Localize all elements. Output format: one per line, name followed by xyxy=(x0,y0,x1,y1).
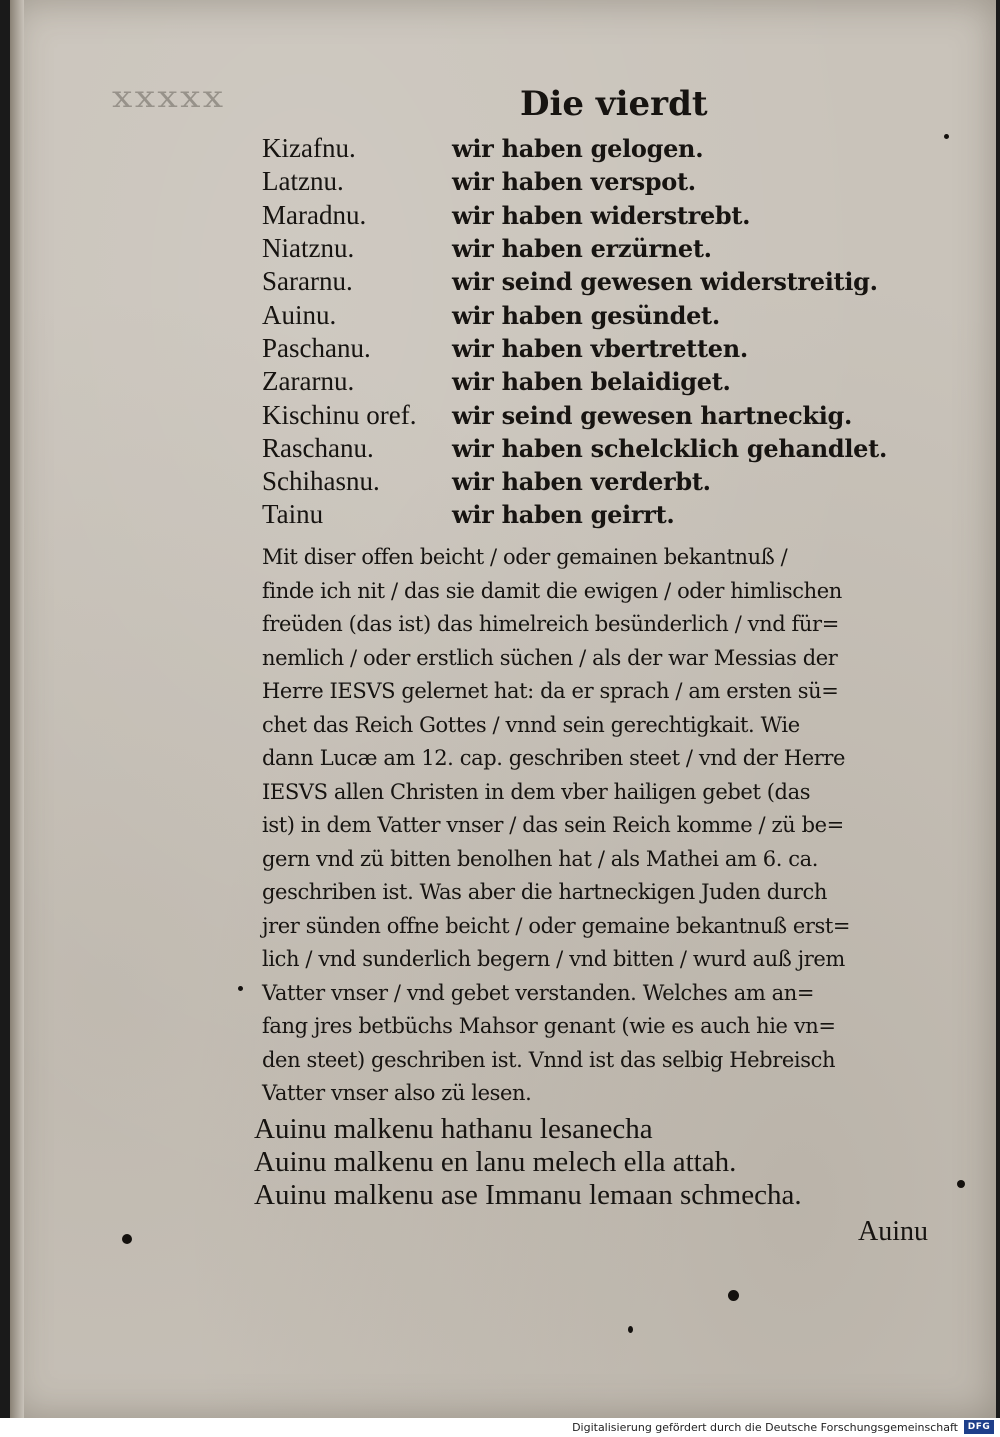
prayer-text xyxy=(254,1113,934,1212)
catchword: Auinu xyxy=(858,1216,928,1247)
vocabulary-term: Auinu. xyxy=(262,299,337,330)
paragraph-line: ist) in dem Vatter vnser / das sein Reich komme / zü be= xyxy=(262,813,844,837)
vocabulary-row xyxy=(262,498,902,531)
vocabulary-row xyxy=(262,165,902,198)
paragraph-line: fang jres betbüchs Mahsor genant (wie es auch hie vn= xyxy=(262,1014,836,1038)
vocabulary-gloss: wir seind gewesen hartneckig. xyxy=(452,400,853,430)
vocabulary-list xyxy=(262,132,902,532)
prayer-line: Auinu malkenu hathanu lesanecha xyxy=(254,1113,653,1145)
vocabulary-term: Niatznu. xyxy=(262,233,355,264)
vocabulary-row xyxy=(262,232,902,265)
vocabulary-row xyxy=(262,365,902,398)
prayer-line: Auinu malkenu en lanu melech ella attah. xyxy=(254,1146,737,1178)
vocabulary-term: Latznu. xyxy=(262,166,344,197)
vocabulary-row xyxy=(262,199,902,232)
vocabulary-gloss: wir haben belaidiget. xyxy=(452,367,731,397)
vocabulary-term: Maradnu. xyxy=(262,199,367,230)
paragraph-line: den steet) geschriben ist. Vnnd ist das selbig Hebreisch xyxy=(262,1047,836,1072)
footer-credit: Digitalisierung gefördert durch die Deutsche Forschungsgemeinschaft xyxy=(572,1421,958,1434)
vocabulary-term: Zararnu. xyxy=(262,366,355,397)
vocabulary-gloss: wir haben gelogen. xyxy=(452,134,704,164)
paragraph-line: chet das Reich Gottes / vnnd sein gerechtigkait. Wie xyxy=(262,712,800,737)
vocabulary-row xyxy=(262,332,902,365)
paragraph-line: Mit diser offen beicht / oder gemainen bekantnuß / xyxy=(262,545,788,569)
vocabulary-gloss: wir haben verspot. xyxy=(452,167,696,197)
paragraph-line: Vatter vnser / vnd gebet verstanden. Welches am an= xyxy=(262,980,815,1005)
paragraph-line: gern vnd zü bitten benolhen hat / als Mathei am 6. ca. xyxy=(262,846,819,871)
paragraph-line: lich / vnd sunderlich begern / vnd bitten / wurd auß jrem xyxy=(262,947,845,971)
vocabulary-term: Kizafnu. xyxy=(262,133,356,164)
paragraph-line: Vatter vnser also zü lesen. xyxy=(262,1081,532,1105)
vocabulary-term: Raschanu. xyxy=(262,432,374,463)
vocabulary-row xyxy=(262,298,902,331)
vocabulary-gloss: wir haben geirrt. xyxy=(452,500,675,530)
ink-spot xyxy=(122,1234,132,1244)
folio-number: xxxxx xyxy=(112,80,226,115)
ink-spot xyxy=(957,1180,965,1188)
footer-bar xyxy=(0,1418,1000,1437)
vocabulary-row xyxy=(262,432,902,465)
prayer-line: Auinu malkenu ase Immanu lemaan schmecha. xyxy=(254,1179,802,1211)
paragraph-line: dann Lucæ am 12. cap. geschriben steet / vnd der Herre xyxy=(262,746,846,770)
vocabulary-gloss: wir haben verderbt. xyxy=(452,467,711,497)
paragraph-line: IESVS allen Christen in dem vber hailigen gebet (das xyxy=(262,779,811,804)
vocabulary-term: Paschanu. xyxy=(262,332,371,363)
vocabulary-gloss: wir seind gewesen widerstreitig. xyxy=(452,267,878,297)
vocabulary-gloss: wir haben schelcklich gehandlet. xyxy=(452,433,887,463)
ink-spot xyxy=(238,986,243,991)
dfg-logo: DFG xyxy=(964,1420,994,1434)
vocabulary-row xyxy=(262,265,902,298)
paragraph-line: Herre IESVS gelernet hat: da er sprach / am ersten sü= xyxy=(262,679,839,703)
vocabulary-term: Sararnu. xyxy=(262,266,353,297)
paragraph-line: finde ich nit / das sie damit die ewigen / oder himlischen xyxy=(262,578,842,603)
vocabulary-row xyxy=(262,465,902,498)
vocabulary-gloss: wir haben erzürnet. xyxy=(452,234,712,264)
vocabulary-row xyxy=(262,132,902,165)
ink-spot xyxy=(944,134,949,139)
paragraph-line: geschriben ist. Was aber die hartneckigen Juden durch xyxy=(262,880,827,904)
page-gutter-shadow xyxy=(10,0,24,1418)
vocabulary-gloss: wir haben widerstrebt. xyxy=(452,200,751,230)
paragraph-line: freüden (das ist) das himelreich besünderlich / vnd für= xyxy=(262,612,839,636)
paragraph-line: jrer sünden offne beicht / oder gemaine bekantnuß erst= xyxy=(262,913,851,938)
vocabulary-term: Schihasnu. xyxy=(262,466,380,497)
ink-spot xyxy=(728,1290,739,1301)
body-paragraph xyxy=(262,541,962,1111)
vocabulary-term: Tainu xyxy=(262,499,324,530)
ink-spot xyxy=(628,1326,633,1333)
paragraph-line: nemlich / oder erstlich süchen / als der war Messias der xyxy=(262,645,838,670)
vocabulary-gloss: wir haben gesündet. xyxy=(452,300,720,330)
vocabulary-row xyxy=(262,398,902,431)
vocabulary-term: Kischinu oref. xyxy=(262,399,417,430)
vocabulary-gloss: wir haben vbertretten. xyxy=(452,333,748,363)
running-head: Die vierdt xyxy=(520,84,708,124)
